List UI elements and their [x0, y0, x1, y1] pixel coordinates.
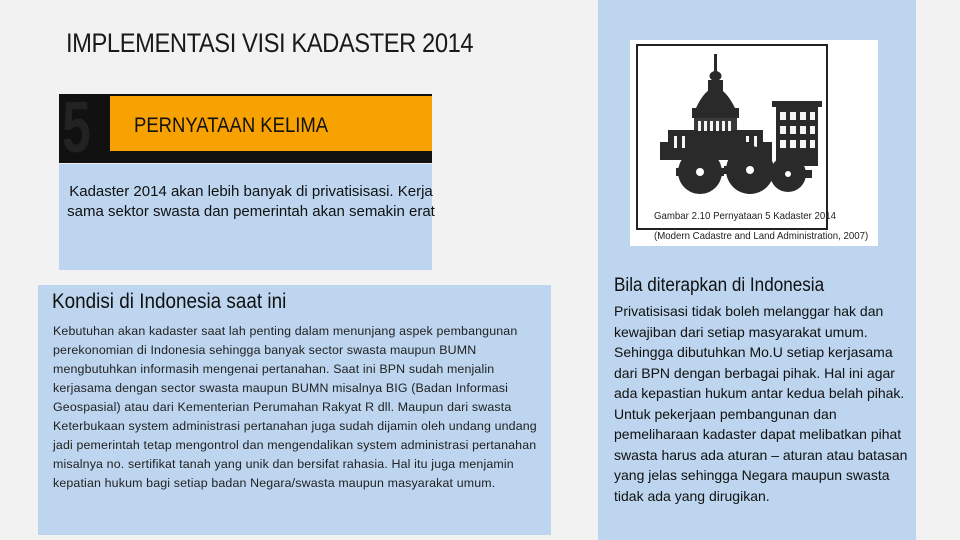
- capitol-gear-illustration: [638, 46, 826, 196]
- if-applied-body: Privatisisasi tidak boleh melanggar hak dan kewajiban dari setiap masyarakat umum. Sehingga dibutuhkan Mo.U setiap kerjasama dari BPN dengan berbagai pihak. Hal ini agar ada kepastian hukum antar kedua belah pihak. Untuk pekerjaan pembangunan dan pemeliharaan kadaster dapat melibatkan pihat swasta harus ada aturan – aturan atau batasan yang jelas sehingga Negara maupun swasta tidak ada yang dirugikan.: [614, 303, 908, 504]
- indonesia-now-body: Kebutuhan akan kadaster saat lah penting dalam menunjang aspek pembangunan perekonomian di Indonesia sehingga banyak sector swasta maupun BUMN mengbutuhkan informasih mengenai pertanahan. Saat ini BPN sudah menjalin kerjasama dengan sector swasta maupun BUMN misalnya BIG (Badan Informasi Geospasial) atau dari Kementerian Perumahan Rakyat R dll. Maupun dari swasta Keterbukaan system administrasi pertanahan juga sudah dijamin oleh undang undang jadi pemerintah tetap mengontrol dan mengendalikan system administrasi pertanahan misalnya no. sertifikat tanah yang unik dan bersifat rahasia. Hal itu juga menjamin kepatian hukum bagi setiap badan Negara/swasta maupun masyarakat umum.: [53, 324, 537, 490]
- indonesia-now-heading: Kondisi di Indonesia saat ini: [52, 290, 287, 313]
- figure-card: [630, 40, 878, 246]
- caption-line-1: Gambar 2.10 Pernyataan 5 Kadaster 2014: [654, 210, 837, 222]
- statement-number: 5: [62, 88, 91, 168]
- statement-text: Kadaster 2014 akan lebih banyak di privatisisasi. Kerja sama sektor swasta dan pemerintah akan semakin erat: [67, 183, 435, 220]
- if-applied-heading: Bila diterapkan di Indonesia: [614, 275, 825, 296]
- statement-label: PERNYATAAN KELIMA: [134, 114, 329, 137]
- caption-line-2: (Modern Cadastre and Land Administration, 2007): [654, 230, 869, 242]
- figure-frame: [636, 44, 828, 230]
- figure-caption: [654, 206, 868, 246]
- slide-title: IMPLEMENTASI VISI KADASTER 2014: [66, 28, 474, 58]
